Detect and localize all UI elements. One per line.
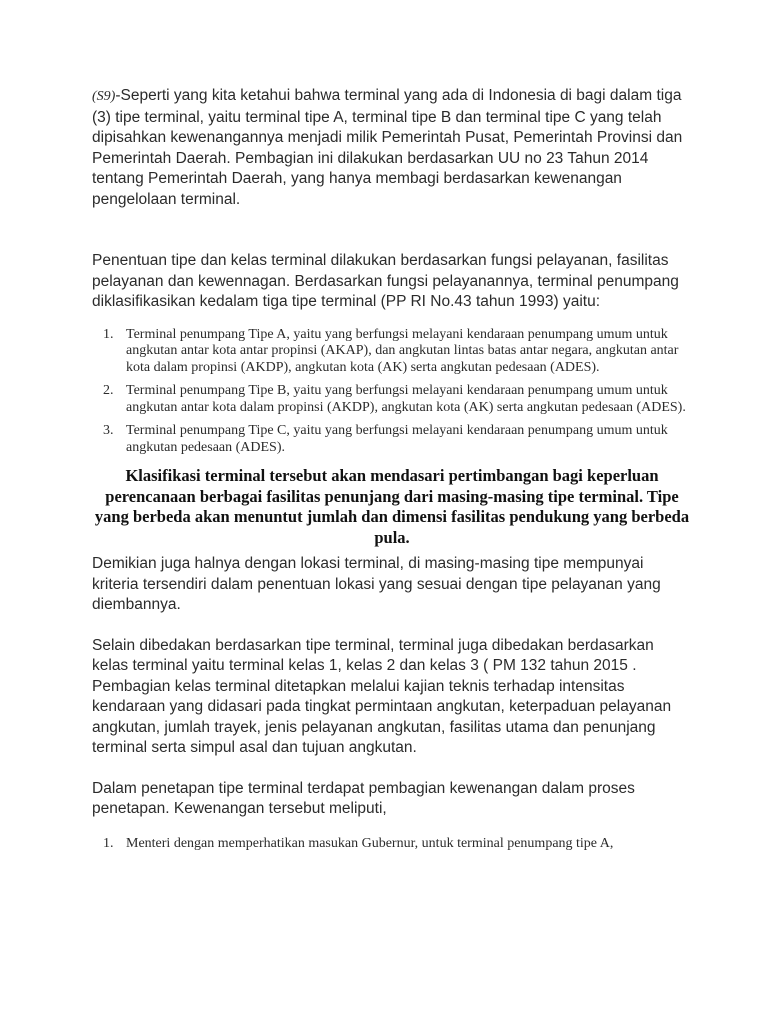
- terminal-class-paragraph: Selain dibedakan berdasarkan tipe terminal, terminal juga dibedakan berdasarkan kelas terminal yaitu terminal kelas 1, kelas 2 dan kelas 3 ( PM 132 tahun 2015 . Pembagian kelas terminal ditetapkan melalui kajian teknis terhadap intensitas kendaraan yang didasari pada tingkat permintaan angkutan, keterpaduan pelayanan angkutan, jumlah trayek, jenis pelayanan angkutan, fasilitas utama dan penunjang terminal serta simpul asal dan tujuan angkutan.: [92, 636, 672, 756]
- list-number: 1.: [103, 835, 114, 851]
- document-page: [92, 86, 692, 852]
- list-item-text: Terminal penumpang Tipe A, yaitu yang berfungsi melayani kendaraan penumpang umum untuk angkutan antar kota antar propinsi (AKAP), dan angkutan lintas batas antar negara, angkutan antar kota dalam propinsi (AKDP), angkutan kota (AK) serta angkutan pedesaan (ADES).: [126, 326, 679, 375]
- bold-heading: Klasifikasi terminal tersebut akan mendasari pertimbangan bagi keperluan perencanaan berbagai fasilitas penunjang dari masing-masing tipe terminal. Tipe yang berbeda akan menuntut jumlah dan dimensi fasilitas pendukung yang berbeda pula.: [94, 466, 690, 547]
- intro-paragraph: [92, 86, 692, 210]
- list-item-text: Terminal penumpang Tipe C, yaitu yang berfungsi melayani kendaraan penumpang umum untuk angkutan pedesaan (ADES).: [126, 423, 668, 455]
- list-item: [92, 383, 692, 416]
- list-item-text: Terminal penumpang Tipe B, yaitu yang berfungsi melayani kendaraan penumpang umum untuk angkutan antar kota dalam propinsi (AKDP), angkutan kota (AK) serta angkutan pedesaan (ADES).: [126, 383, 686, 415]
- list-number: 3.: [103, 423, 114, 438]
- list-item: [92, 423, 692, 456]
- authority-list: [92, 836, 692, 853]
- list-item: [92, 327, 692, 377]
- list-number: 2.: [103, 383, 114, 398]
- terminal-type-list: [92, 327, 692, 457]
- list-number: 1.: [103, 326, 114, 342]
- intro-text: -Seperti yang kita ketahui bahwa terminal yang ada di Indonesia di bagi dalam tiga (3) tipe terminal, yaitu terminal tipe A, terminal tipe B dan terminal tipe C yang telah dipisahkan kewenangannya menjadi milik Pemerintah Pusat, Pemerintah Provinsi dan Pemerintah Daerah. Pembagian ini dilakukan berdasarkan UU no 23 Tahun 2014 tentang Pemerintah Daerah, yang hanya membagi berdasarkan kewenangan pengelolaan terminal.: [92, 87, 683, 208]
- section-tag: (S9): [92, 89, 116, 104]
- list-item-text: Menteri dengan memperhatikan masukan Gubernur, untuk terminal penumpang tipe A,: [126, 835, 614, 851]
- authority-paragraph: Dalam penetapan tipe terminal terdapat pembagian kewenangan dalam proses penetapan. Kewenangan tersebut meliputi,: [92, 779, 635, 817]
- location-paragraph: Demikian juga halnya dengan lokasi terminal, di masing-masing tipe mempunyai kriteria tersendiri dalam penentuan lokasi yang sesuai dengan tipe pelayanan yang diembannya.: [92, 555, 661, 613]
- list-item: [92, 836, 692, 853]
- classification-paragraph: Penentuan tipe dan kelas terminal dilakukan berdasarkan fungsi pelayanan, fasilitas pelayanan dan kewennagan. Berdasarkan fungsi pelayanannya, terminal penumpang diklasifikasikan kedalam tiga tipe terminal (PP RI No.43 tahun 1993) yaitu:: [92, 252, 679, 310]
